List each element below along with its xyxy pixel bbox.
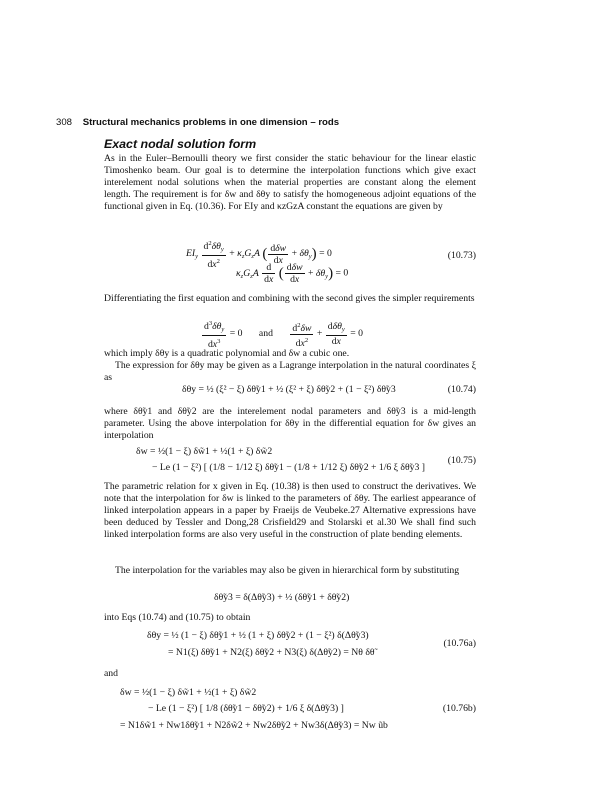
equation-10-76a-line1: δθy = ½ (1 − ξ) δθ̃y1 + ½ (1 + ξ) δθ̃y2 + (1 − ξ²) δ(Δθ̃y3) — [147, 630, 369, 641]
running-title: Structural mechanics problems in one dimension – rods — [82, 117, 340, 128]
section-title: Exact nodal solution form — [104, 137, 257, 151]
equation-10-73-line2: $\kappa_zG_zA$ $\frac{d}{dx}$ ( $\frac{\text{dδw}}{dx}$ + $\delta\theta_y) = 0$ — [236, 262, 349, 285]
equation-10-76a-line2: = N1(ξ) δθ̃y1 + N2(ξ) δθ̃y2 + N3(ξ) δ(Δθ̃y2) = Nθ δθ̃ — [168, 647, 375, 658]
equation-10-75-line2: − Le (1 − ξ²) [ (1/8 − 1/12 ξ) δθ̃y1 − (1/8 + 1/12 ξ) δθ̃y2 + 1/6 ξ δθ̃y3 ] — [152, 462, 425, 473]
page-number: 308 — [56, 117, 73, 128]
paragraph-differentiating: Differentiating the first equation and combining with the second gives the simpler requirements — [104, 293, 475, 304]
paragraph-parametric: The parametric relation for x given in Eq. (10.38) is then used to construct the derivatives. We note that the interpolation for δw is linked to the parameters of δθy. The earliest appearance of linked interpolation appears in a paper by Fraeijs de Veubeke.27 Alternative expressions have been deduced by Tessler and Dong,28 Crisfield29 and Stolarski et al.30 We shall find such linked interpolation forms are also very useful in the construction of plate bending elements. — [104, 481, 476, 541]
equation-10-75-line1: δw = ½(1 − ξ) δw̃1 + ½(1 + ξ) δw̃2 — [136, 446, 273, 457]
paragraph-where: where δθ̃y1 and δθ̃y2 are the interelement nodal parameters and δθ̃y3 is a mid-length parameter. Using the above interpolation for δθy in the differential equation for δw gives an interpolation — [104, 406, 476, 442]
paragraph-and: and — [104, 668, 118, 679]
equation-number-10-74: (10.74) — [447, 384, 476, 395]
equation-number-10-75: (10.75) — [447, 455, 476, 466]
equation-10-76b-line1: δw = ½(1 − ξ) δw̃1 + ½(1 + ξ) δw̃2 — [120, 687, 257, 698]
paragraph-expression: The expression for δθy may be given as a Lagrange interpolation in the natural coordinates ξ as — [104, 360, 476, 384]
paragraph-hierarchical: The interpolation for the variables may also be given in hierarchical form by substituting — [115, 565, 460, 576]
equation-number-10-76a: (10.76a) — [443, 638, 476, 649]
equation-number-10-73: (10.73) — [447, 250, 476, 261]
paragraph-intro: As in the Euler–Bernoulli theory we first consider the static behaviour for the linear elastic Timoshenko beam. Our goal is to determine the interpolation functions which give exact interelement nodal solutions when the material properties are constant along the element length. The requirement is for δw and δθy to satisfy the homogeneous adjoint equations of the functional given in Eq. (10.36). For EIy and κzGzA constant the equations are given by — [104, 153, 476, 213]
equation-number-10-76b: (10.76b) — [442, 703, 476, 714]
equation-substitution: δθ̃y3 = δ(Δθ̃y3) + ½ (δθ̃y1 + δθ̃y2) — [214, 592, 350, 603]
equation-10-76b-line2: − Le (1 − ξ²) [ 1/8 (δθ̃y1 − δθ̃y2) + 1/6 ξ δ(Δθ̃y3) ] — [148, 703, 344, 714]
paragraph-into-eqs: into Eqs (10.74) and (10.75) to obtain — [104, 612, 251, 623]
and-word: and — [258, 328, 273, 340]
equation-10-74: δθy = ½ (ξ² − ξ) δθ̃y1 + ½ (ξ² + ξ) δθ̃y2 + (1 − ξ²) δθ̃y3 — [182, 384, 396, 395]
equation-10-73-line1: $EI_y$ $\frac{d^2\delta\theta_y}{dx^2}$ + $\kappa_zG_zA$ ( $\frac{\text{dδw}}{dx}$ + $\delta\theta_y) = 0$ — [186, 240, 332, 270]
equation-requirements: $\frac{d^3\delta\theta_y}{dx^3}$ = 0 and $\frac{d^2\delta w}{dx^2}$ + $\frac{d\delta\theta_y}{dx}$ = 0 — [204, 320, 363, 350]
paragraph-imply: which imply δθy is a quadratic polynomial and δw a cubic one. — [104, 348, 350, 359]
equation-10-76b-line3: = N1δw̃1 + Nw1δθ̃y1 + N2δw̃2 + Nw2δθ̃y2 + Nw3δ(Δθ̃y3) = Nw ũb — [120, 720, 388, 731]
running-header — [56, 117, 556, 128]
